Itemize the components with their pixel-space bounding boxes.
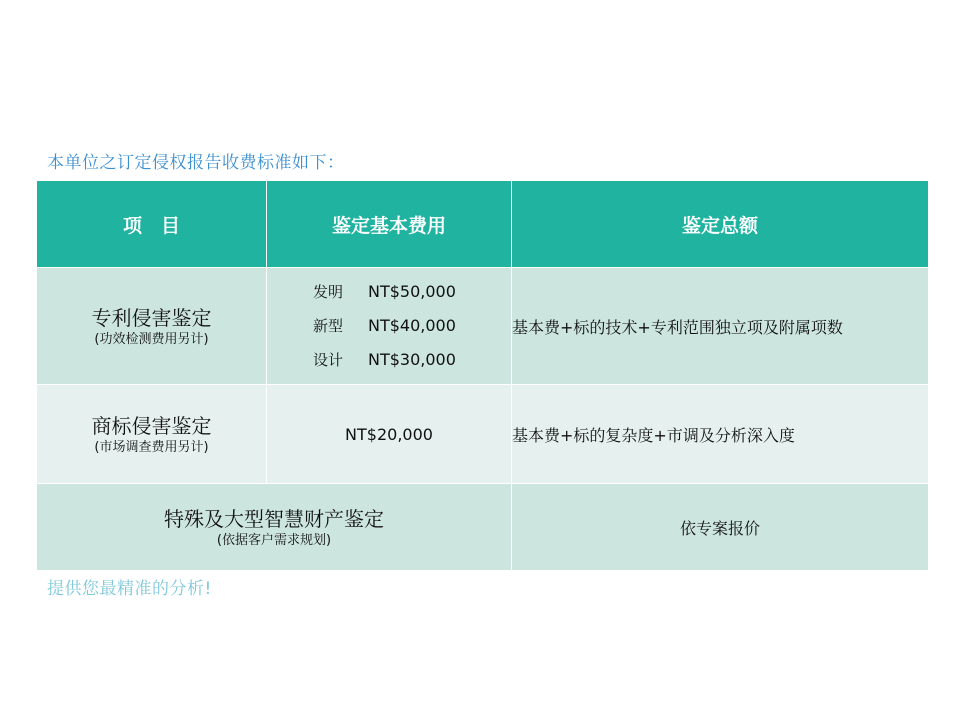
fee-type: 发明: [313, 283, 344, 301]
item-note: (功效检测费用另计): [94, 332, 209, 347]
fee-line: [313, 309, 511, 343]
fee-amount: NT$50,000: [368, 282, 456, 301]
table-row: [37, 484, 929, 571]
item-cell: [37, 484, 512, 571]
table-row: [37, 385, 929, 484]
fee-table: [36, 180, 929, 571]
item-note: (市场调查费用另计): [94, 440, 209, 455]
fee-line: [313, 343, 511, 377]
header-item: 项 目: [37, 181, 267, 268]
fee-amount: NT$30,000: [368, 350, 456, 369]
footer-text: 提供您最精准的分析!: [47, 579, 212, 599]
table-row: [37, 268, 929, 385]
item-note: (依据客户需求规划): [216, 533, 332, 548]
header-base-fee: 鉴定基本费用: [267, 181, 512, 268]
table-header-row: [37, 181, 929, 268]
item-title: 专利侵害鉴定: [91, 306, 212, 330]
fee-cell: [267, 268, 512, 385]
total-cell: 依专案报价: [512, 484, 929, 571]
fee-amount: NT$40,000: [368, 316, 456, 335]
fee-type: 新型: [313, 317, 344, 335]
fee-cell: NT$20,000: [267, 385, 512, 484]
item-title: 商标侵害鉴定: [91, 414, 212, 438]
header-total: 鉴定总额: [512, 181, 929, 268]
intro-text: 本单位之订定侵权报告收费标准如下：: [47, 153, 345, 173]
total-cell: 基本费+标的复杂度+市调及分析深入度: [512, 385, 929, 484]
total-cell: 基本费+标的技术+专利范围独立项及附属项数: [512, 268, 929, 385]
fee-type: 设计: [313, 351, 344, 369]
item-cell: [37, 385, 267, 484]
fee-line: [313, 275, 511, 309]
fee-list: [267, 275, 511, 377]
item-cell: [37, 268, 267, 385]
item-title: 特殊及大型智慧财产鉴定: [164, 507, 384, 531]
